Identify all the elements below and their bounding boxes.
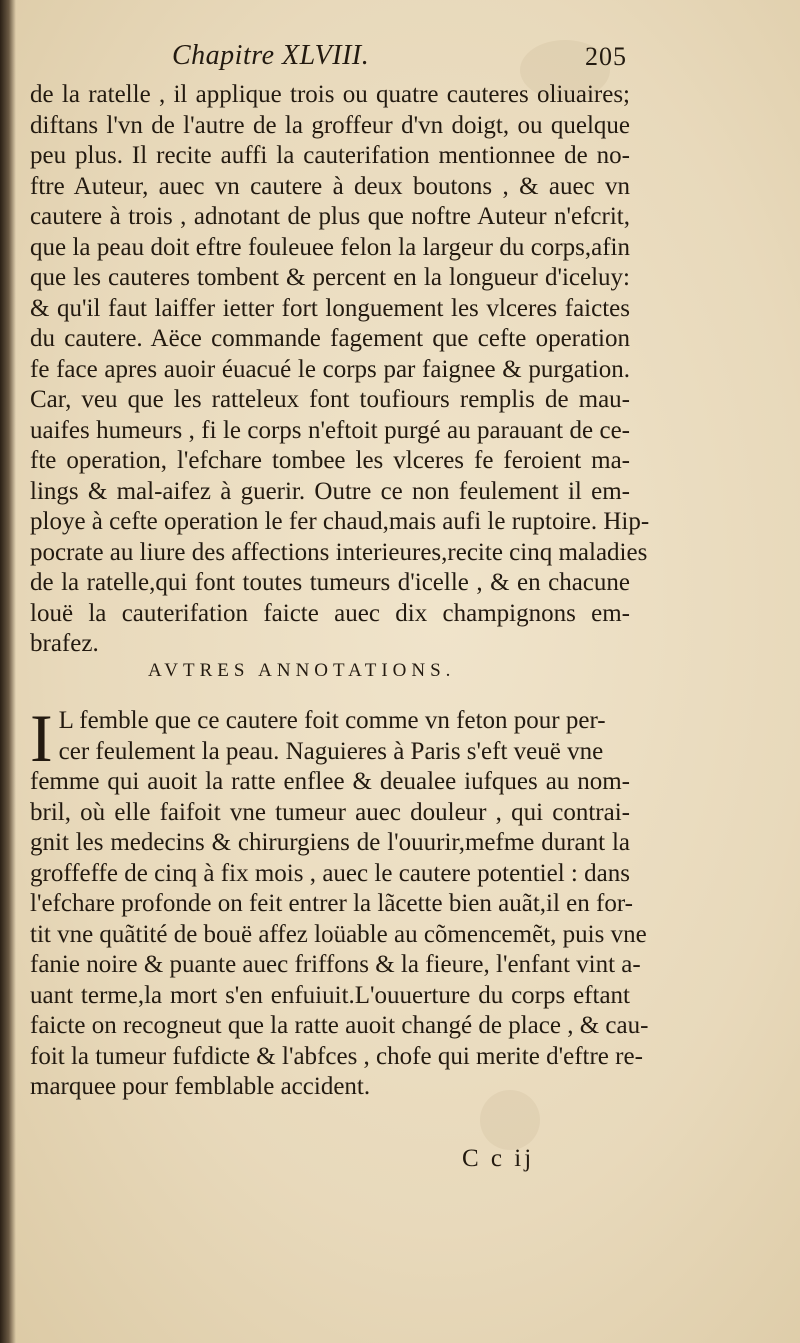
- text-line: que la peau doit eftre fouleuee felon la largeur du corps,afin: [30, 233, 630, 261]
- text-line: fte operation, l'efchare tombee les vlceres fe feroient ma-: [30, 447, 630, 474]
- text-line: peu plus. Il recite auffi la cauterifation mentionnee de no-: [30, 142, 630, 169]
- paragraph-1: [30, 80, 650, 660]
- text-line: uaifes humeurs , fi le corps n'eftoit purgé au parauant de ce-: [30, 416, 630, 444]
- text-line: que les cauteres tombent & percent en la longueur d'iceluy:: [30, 264, 630, 291]
- text-line: marquee pour femblable accident.: [30, 1073, 371, 1100]
- page-number: 205: [585, 42, 627, 71]
- text-line: de la ratelle , il applique trois ou quatre cauteres oliuaires;: [30, 81, 630, 108]
- text-line: pocrate au liure des affections interieures,recite cinq maladies: [30, 538, 648, 566]
- text-line: louë la cauterifation faicte auec dix champignons em-: [30, 599, 630, 627]
- running-title: Chapitre XLVIII.: [172, 40, 370, 71]
- paragraph-2: [30, 700, 649, 1103]
- text-line: bril, où elle faifoit vne tumeur auec douleur , qui contrai-: [30, 798, 630, 826]
- text-line: fe face apres auoir éuacué le corps par faignee & purgation.: [30, 355, 630, 383]
- page-header: [0, 40, 800, 84]
- text-line: uant terme,la mort s'en enfuiuit.L'ouuerture du corps eftant: [30, 981, 630, 1009]
- text-line: L femble que ce cautere foit comme vn feton pour per-: [58, 707, 606, 734]
- text-line: ploye à cefte operation le fer chaud,mais aufi le ruptoire. Hip-: [30, 508, 650, 535]
- section-heading: AVTRES ANNOTATIONS.: [148, 660, 456, 681]
- text-line: fanie noire & puante auec friffons & la fieure, l'enfant vint a-: [30, 951, 641, 978]
- binding-gutter: [0, 0, 16, 1343]
- text-line: & qu'il faut laiffer ietter fort longuement les vlceres faictes: [30, 294, 630, 322]
- text-line: diftans l'vn de l'autre de la groffeur d'vn doigt, ou quelque: [30, 111, 630, 139]
- text-line: groffeffe de cinq à fix mois , auec le cautere potentiel : dans: [30, 859, 630, 887]
- text-line: gnit les medecins & chirurgiens de l'ouurir,mefme durant la: [30, 829, 630, 856]
- signature-mark: C c ij: [462, 1145, 535, 1172]
- text-line: Car, veu que les ratteleux font toufiours remplis de mau-: [30, 386, 630, 413]
- text-line: l'efchare profonde on feit entrer la lãcette bien auãt,il en for-: [30, 890, 633, 917]
- text-line: brafez.: [30, 630, 99, 657]
- text-line: cer feulement la peau. Naguieres à Paris s'eft veuë vne: [58, 737, 604, 765]
- text-line: foit la tumeur fufdicte & l'abfces , chofe qui merite d'eftre re-: [30, 1042, 643, 1070]
- text-line: du cautere. Aëce commande fagement que cefte operation: [30, 325, 630, 352]
- text-line: ftre Auteur, auec vn cautere à deux boutons , & auec vn: [30, 172, 630, 200]
- text-line: lings & mal-aifez à guerir. Outre ce non feulement il em-: [30, 477, 630, 505]
- text-line: tit vne quãtité de bouë affez loüable au cõmencemẽt, puis vne: [30, 920, 647, 948]
- text-line: faicte on recogneut que la ratte auoit changé de place , & cau-: [30, 1012, 649, 1039]
- text-line: femme qui auoit la ratte enflee & deualee iufques au nom-: [30, 768, 630, 795]
- text-line: cautere à trois , adnotant de plus que noftre Auteur n'efcrit,: [30, 203, 630, 230]
- text-line: de la ratelle,qui font toutes tumeurs d'icelle , & en chacune: [30, 569, 630, 596]
- drop-cap: I: [30, 700, 53, 776]
